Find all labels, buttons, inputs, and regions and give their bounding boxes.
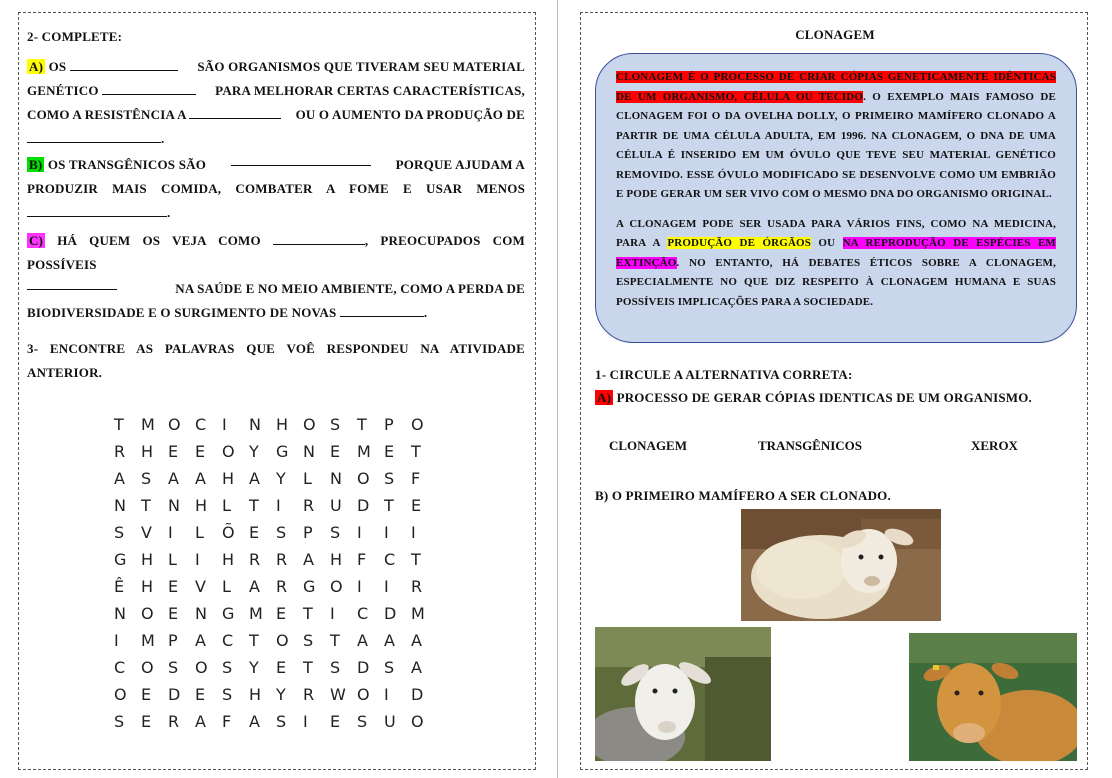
word-search-cell[interactable]: S xyxy=(168,658,179,677)
word-search-cell[interactable]: C xyxy=(357,604,369,623)
word-search-cell[interactable]: O xyxy=(195,658,208,677)
word-search-cell[interactable]: S xyxy=(222,685,233,704)
q2-b-block xyxy=(27,153,525,225)
word-search-cell[interactable]: I xyxy=(168,523,173,542)
word-search-cell[interactable]: O xyxy=(276,631,289,650)
word-search-cell[interactable]: H xyxy=(222,469,235,488)
blank-b1[interactable] xyxy=(231,153,371,166)
word-search-cell[interactable]: V xyxy=(195,577,206,596)
word-search-row xyxy=(114,627,438,654)
sheep-photo xyxy=(741,509,941,621)
word-search-cell[interactable]: Y xyxy=(276,469,286,488)
word-search-cell[interactable]: S xyxy=(330,658,341,677)
word-search-cell[interactable]: O xyxy=(303,415,316,434)
highlight-organs: PRODUÇÃO DE ÓRGÃOS xyxy=(667,237,812,249)
word-search-cell[interactable]: A xyxy=(249,469,260,488)
word-search-cell[interactable]: I xyxy=(384,577,389,596)
word-search-cell[interactable]: R xyxy=(114,442,126,461)
q2-a-text: GENÉTICO xyxy=(27,83,99,98)
word-search-cell[interactable]: S xyxy=(330,523,341,542)
q2-a-text: COMO A RESISTÊNCIA A xyxy=(27,107,186,122)
word-search-cell[interactable]: T xyxy=(303,604,313,623)
word-search-cell[interactable]: L xyxy=(303,469,312,488)
q1-a-text: PROCESSO DE GERAR CÓPIAS IDENTICAS DE UM ORGANISMO. xyxy=(616,390,1032,405)
word-search-cell[interactable]: E xyxy=(168,604,179,623)
word-search-cell[interactable]: I xyxy=(114,631,119,650)
q3-title: 3- ENCONTRE AS PALAVRAS QUE VOÊ RESPONDEU NA ATIVIDADE xyxy=(27,341,525,356)
q2-a-block xyxy=(27,55,525,151)
word-search-cell[interactable]: I xyxy=(276,496,281,515)
bubble-text: A CLONAGEM PODE SER USADA PARA VÁRIOS FINS, COMO NA MEDICINA, PARA A xyxy=(616,217,1056,249)
word-search-row xyxy=(114,708,438,735)
word-search-cell[interactable]: E xyxy=(276,604,287,623)
word-search-cell[interactable]: S xyxy=(141,469,152,488)
option-xerox[interactable]: XEROX xyxy=(971,438,1018,453)
option-clonagem[interactable]: CLONAGEM xyxy=(609,438,687,453)
word-search-cell[interactable]: P xyxy=(384,415,394,434)
word-search-cell[interactable]: H xyxy=(222,550,235,569)
word-search-row xyxy=(114,600,438,627)
q2-a-text: PARA MELHORAR CERTAS CARACTERÍSTICAS, xyxy=(215,83,525,98)
word-search-cell[interactable]: O xyxy=(330,577,343,596)
word-search-cell[interactable]: I xyxy=(195,550,200,569)
q2-b-letter: B) xyxy=(29,157,43,172)
word-search-cell[interactable]: Y xyxy=(276,685,286,704)
word-search-cell[interactable]: A xyxy=(249,712,260,731)
word-search-cell[interactable]: G xyxy=(276,442,289,461)
word-search-row xyxy=(114,411,438,438)
word-search-cell[interactable]: R xyxy=(168,712,180,731)
word-search-cell[interactable]: T xyxy=(141,496,151,515)
word-search-cell[interactable]: E xyxy=(195,685,206,704)
q2-a-text: OU O AUMENTO DA PRODUÇÃO DE xyxy=(295,107,525,122)
word-search-cell[interactable]: U xyxy=(384,712,396,731)
q2-c-text: NA SAÚDE E NO MEIO AMBIENTE, COMO A PERDA DE xyxy=(175,281,525,296)
word-search-row xyxy=(114,492,438,519)
word-search-cell[interactable]: S xyxy=(222,658,233,677)
word-search-cell[interactable]: M xyxy=(357,442,371,461)
word-search-cell[interactable]: H xyxy=(330,550,343,569)
word-search-cell[interactable]: N xyxy=(330,469,342,488)
bubble-paragraph-2 xyxy=(616,215,1056,313)
blank-a1[interactable] xyxy=(70,58,178,71)
word-search-cell[interactable]: F xyxy=(411,469,421,488)
word-search-cell[interactable]: G xyxy=(222,604,235,623)
word-search-cell[interactable]: E xyxy=(249,523,260,542)
q2-b-text: OS TRANSGÊNICOS SÃO xyxy=(47,157,207,172)
word-search-row xyxy=(114,573,438,600)
word-search-cell[interactable]: O xyxy=(357,685,370,704)
word-search-cell[interactable]: A xyxy=(249,577,260,596)
word-search-row xyxy=(114,438,438,465)
word-search-cell[interactable]: S xyxy=(114,523,125,542)
q2-b-text: . xyxy=(167,205,171,220)
word-search-row xyxy=(114,546,438,573)
word-search-cell[interactable]: O xyxy=(114,685,127,704)
info-bubble xyxy=(595,53,1077,343)
word-search-cell[interactable]: R xyxy=(276,550,288,569)
q2-a-text: SÃO ORGANISMOS QUE TIVERAM SEU MATERIAL xyxy=(197,59,525,74)
word-search-cell[interactable]: O xyxy=(411,712,424,731)
word-search-cell[interactable]: S xyxy=(384,469,395,488)
word-search-cell[interactable]: G xyxy=(114,550,127,569)
word-search-cell[interactable]: R xyxy=(303,685,315,704)
q2-title: 2- COMPLETE: xyxy=(27,29,123,44)
word-search-cell[interactable]: A xyxy=(195,631,206,650)
q2-c-block xyxy=(27,229,525,325)
word-search-cell[interactable]: H xyxy=(141,577,154,596)
word-search-row xyxy=(114,465,438,492)
right-worksheet-page xyxy=(580,12,1088,770)
word-search-cell[interactable]: H xyxy=(141,550,154,569)
word-search-cell[interactable]: D xyxy=(411,685,424,704)
q2-b-text: PORQUE AJUDAM A xyxy=(395,157,525,172)
word-search-cell[interactable]: E xyxy=(330,712,341,731)
word-search-cell[interactable]: E xyxy=(141,685,152,704)
blank-a3[interactable] xyxy=(189,106,281,119)
word-search-cell[interactable]: I xyxy=(357,577,362,596)
word-search-cell[interactable]: S xyxy=(114,712,125,731)
option-transgenicos[interactable]: TRANSGÊNICOS xyxy=(758,438,863,453)
blank-c1[interactable] xyxy=(273,232,365,245)
word-search-cell[interactable]: S xyxy=(303,631,314,650)
word-search-cell[interactable]: M xyxy=(141,415,155,434)
goat-photo xyxy=(595,627,771,761)
q2-b-text: PRODUZIR MAIS COMIDA, COMBATER A FOME E USAR MENOS xyxy=(27,181,525,196)
word-search-cell[interactable]: L xyxy=(222,577,231,596)
word-search-cell[interactable]: S xyxy=(357,712,368,731)
word-search-cell[interactable]: S xyxy=(276,523,287,542)
word-search-cell[interactable]: I xyxy=(330,604,335,623)
word-search-cell[interactable]: O xyxy=(141,604,154,623)
blank-b2[interactable] xyxy=(27,204,167,217)
bubble-text: . O EXEMPLO MAIS FAMOSO DE CLONAGEM FOI O DA OVELHA DOLLY, O PRIMEIRO MAMÍFERO CLONADO A PARTIR DE UMA CÉLULA ADULTA, EM 1996. NA CLONAGEM, O DNA DE UMA CÉLULA É INSERIDO EM UM ÓVULO QUE TEVE SEU MATERIAL GENÉTICO REMOVIDO. ESSE ÓVULO MODIFICADO SE DESENVOLVE COMO UM EMBRIÃO E PODE GERAR UM SER VIVO COM O MESMO DNA DO ORGANISMO ORIGINAL. xyxy=(616,90,1056,200)
word-search-cell[interactable]: P xyxy=(303,523,313,542)
q2-c-text: BIODIVERSIDADE E O SURGIMENTO DE NOVAS xyxy=(27,305,337,320)
word-search-cell[interactable]: H xyxy=(276,415,289,434)
word-search-cell[interactable]: O xyxy=(357,469,370,488)
word-search-cell[interactable]: A xyxy=(303,550,314,569)
word-search-cell[interactable]: M xyxy=(141,631,155,650)
word-search-cell[interactable]: Õ xyxy=(222,523,235,542)
page-title: CLONAGEM xyxy=(795,27,875,42)
q2-c-text: HÁ QUEM OS VEJA COMO xyxy=(57,233,261,248)
word-search-cell[interactable]: O xyxy=(168,415,181,434)
word-search-cell[interactable]: I xyxy=(357,523,362,542)
word-search-cell[interactable]: M xyxy=(411,604,425,623)
q1-b: B) O PRIMEIRO MAMÍFERO A SER CLONADO. xyxy=(595,488,891,503)
word-search-cell[interactable]: E xyxy=(168,442,179,461)
word-search-cell[interactable]: E xyxy=(276,658,287,677)
word-search-cell[interactable]: I xyxy=(411,523,416,542)
word-search-cell[interactable]: L xyxy=(168,550,177,569)
word-search-cell[interactable]: N xyxy=(195,604,207,623)
word-search-grid xyxy=(114,411,438,735)
word-search-cell[interactable]: A xyxy=(168,469,179,488)
word-search-cell[interactable]: N xyxy=(168,496,180,515)
word-search-cell[interactable]: E xyxy=(330,442,341,461)
word-search-cell[interactable]: E xyxy=(411,496,422,515)
word-search-cell[interactable]: T xyxy=(303,658,313,677)
q1-a xyxy=(595,390,1032,406)
word-search-cell[interactable]: T xyxy=(249,631,259,650)
word-search-cell[interactable]: O xyxy=(411,415,424,434)
q2-c-text: , PREOCUPADOS COM POSSÍVEIS xyxy=(27,233,525,272)
word-search-cell[interactable]: T xyxy=(357,415,367,434)
word-search-cell[interactable]: T xyxy=(114,415,124,434)
cow-photo xyxy=(909,633,1077,761)
word-search-cell[interactable]: N xyxy=(303,442,315,461)
word-search-cell[interactable]: I xyxy=(303,712,308,731)
blank-c2[interactable] xyxy=(27,277,117,290)
word-search-cell[interactable]: A xyxy=(114,469,125,488)
word-search-cell[interactable]: D xyxy=(357,496,370,515)
word-search-cell[interactable]: S xyxy=(276,712,287,731)
word-search-cell[interactable]: A xyxy=(411,658,422,677)
word-search-cell[interactable]: P xyxy=(168,631,178,650)
word-search-cell[interactable]: H xyxy=(141,442,154,461)
word-search-cell[interactable]: F xyxy=(357,550,367,569)
q2-a-text: . xyxy=(161,131,165,146)
q1-a-letter: A) xyxy=(597,390,612,405)
bubble-text: OU xyxy=(811,237,843,249)
q3-title: ANTERIOR. xyxy=(27,365,103,380)
bubble-paragraph-1 xyxy=(616,68,1056,205)
blank-a2[interactable] xyxy=(102,82,196,95)
word-search-cell[interactable]: Y xyxy=(249,442,259,461)
word-search-cell[interactable]: G xyxy=(303,577,316,596)
word-search-cell[interactable]: I xyxy=(222,415,227,434)
word-search-cell[interactable]: R xyxy=(411,577,423,596)
word-search-cell[interactable]: D xyxy=(384,604,397,623)
word-search-cell[interactable]: N xyxy=(249,415,261,434)
word-search-cell[interactable]: E xyxy=(141,712,152,731)
word-search-cell[interactable]: E xyxy=(384,442,395,461)
word-search-cell[interactable]: R xyxy=(276,577,288,596)
word-search-cell[interactable]: C xyxy=(114,658,126,677)
q2-a-text: OS xyxy=(48,59,67,74)
highlight-definition: CLONAGEM É O PROCESSO DE CRIAR CÓPIAS GENETICAMENTE IDÊNTICAS DE UM ORGANISMO, CÉLULA OU TECIDO xyxy=(616,71,1056,103)
word-search-cell[interactable]: F xyxy=(222,712,232,731)
word-search-cell[interactable]: A xyxy=(195,469,206,488)
word-search-row xyxy=(114,681,438,708)
word-search-row xyxy=(114,519,438,546)
word-search-cell[interactable]: T xyxy=(249,496,259,515)
word-search-cell[interactable]: L xyxy=(195,523,204,542)
word-search-cell[interactable]: E xyxy=(195,442,206,461)
q2-c-text: . xyxy=(423,305,428,320)
word-search-cell[interactable]: S xyxy=(330,415,341,434)
word-search-cell[interactable]: D xyxy=(168,685,181,704)
word-search-cell[interactable]: T xyxy=(411,550,421,569)
word-search-cell[interactable]: R xyxy=(249,550,261,569)
q1-title: 1- CIRCULE A ALTERNATIVA CORRETA: xyxy=(595,367,853,382)
bubble-text: . NO ENTANTO, HÁ DEBATES ÉTICOS SOBRE A CLONAGEM, ESPECIALMENTE NO QUE DIZ RESPEITO À CLONAGEM HUMANA E SUAS POSSÍVEIS IMPLICAÇÕES PARA A SOCIEDADE. xyxy=(616,256,1056,308)
word-search-cell[interactable]: Y xyxy=(249,658,259,677)
word-search-cell[interactable]: O xyxy=(141,658,154,677)
word-search-cell[interactable]: I xyxy=(384,523,389,542)
q2-a-letter: A) xyxy=(29,59,44,74)
word-search-cell[interactable]: E xyxy=(168,577,179,596)
word-search-cell[interactable]: H xyxy=(249,685,262,704)
page-divider xyxy=(557,0,558,778)
word-search-cell[interactable]: T xyxy=(384,496,394,515)
word-search-cell[interactable]: D xyxy=(357,658,370,677)
word-search-cell[interactable]: A xyxy=(195,712,206,731)
q3-block xyxy=(27,337,525,385)
word-search-cell[interactable]: R xyxy=(303,496,315,515)
word-search-cell[interactable]: A xyxy=(384,631,395,650)
word-search-cell[interactable]: C xyxy=(384,550,396,569)
word-search-cell[interactable]: O xyxy=(222,442,235,461)
blank-a4[interactable] xyxy=(27,130,161,143)
word-search-cell[interactable]: T xyxy=(330,631,340,650)
word-search-cell[interactable]: L xyxy=(222,496,231,515)
word-search-cell[interactable]: T xyxy=(411,442,421,461)
word-search-cell[interactable]: N xyxy=(114,496,126,515)
highlight-extinction: NA REPRODUÇÃO DE ESPÉCIES EM EXTINÇÃO xyxy=(616,237,1056,269)
word-search-cell[interactable]: M xyxy=(249,604,263,623)
left-worksheet-page xyxy=(18,12,536,770)
blank-c3[interactable] xyxy=(340,304,424,317)
word-search-cell[interactable]: A xyxy=(357,631,368,650)
word-search-cell[interactable]: W xyxy=(330,685,346,704)
word-search-row xyxy=(114,654,438,681)
word-search-cell[interactable]: Ê xyxy=(114,577,125,596)
word-search-cell[interactable]: I xyxy=(384,685,389,704)
word-search-cell[interactable]: S xyxy=(384,658,395,677)
word-search-cell[interactable]: V xyxy=(141,523,152,542)
word-search-cell[interactable]: U xyxy=(330,496,342,515)
word-search-cell[interactable]: N xyxy=(114,604,126,623)
q2-c-letter: C) xyxy=(29,233,44,248)
word-search-cell[interactable]: H xyxy=(195,496,208,515)
word-search-cell[interactable]: C xyxy=(195,415,207,434)
word-search-cell[interactable]: A xyxy=(411,631,422,650)
word-search-cell[interactable]: C xyxy=(222,631,234,650)
